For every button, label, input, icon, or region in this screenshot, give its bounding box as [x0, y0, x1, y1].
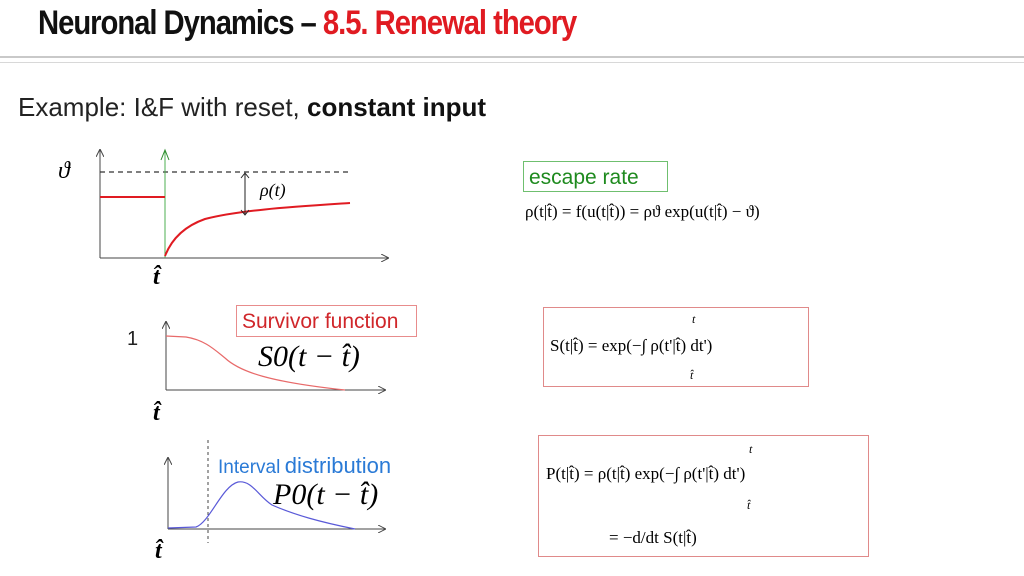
survivor-curve-label: S0(t − t̂) [258, 340, 360, 373]
survivor-formula-box [543, 307, 809, 387]
plot1-x-label: t̂ [153, 264, 160, 290]
example-emphasis: constant input [306, 92, 487, 122]
escape-rate-equation: ρ(t|t̂) = f(u(t|t̂)) = ρϑ exp(u(t|t̂) − ϑ) [525, 202, 760, 221]
interval-equation-line1: P(t|t̂) = ρ(t|t̂) exp(−∫ ρ(t'|t̂) dt') [546, 464, 746, 483]
example-prefix: Example: I&F with reset, [18, 92, 307, 122]
interval-equation-line2: = −d/dt S(t|t̂) [609, 528, 697, 547]
title-main: Neuronal Dynamics – [38, 4, 323, 42]
interval-upper-limit: t [749, 442, 753, 456]
escape-rate-label: escape rate [529, 166, 639, 189]
plot3-x-label: t̂ [155, 538, 162, 564]
plot1 [100, 150, 388, 258]
interval-distribution-label [218, 453, 391, 479]
interval-curve-label: P0(t − t̂) [273, 478, 379, 511]
survivor-lower-limit: t̂ [690, 368, 694, 382]
survivor-equation: S(t|t̂) = exp(−∫ ρ(t'|t̂) dt') [550, 336, 713, 355]
rho-label: ρ(t) [260, 180, 286, 200]
plot1-recovery-curve [165, 203, 350, 256]
title-section: 8.5. Renewal theory [322, 4, 577, 42]
interval-lower-limit: t̂ [747, 498, 751, 512]
survivor-upper-limit: t [692, 312, 696, 326]
survivor-function-label: Survivor function [242, 310, 399, 333]
survivor-function-box [236, 305, 417, 337]
interval-formula-box [538, 435, 869, 557]
escape-rate-box [523, 161, 668, 192]
distribution-word: distribution [284, 453, 392, 478]
plot2-y-tick: 1 [127, 328, 139, 350]
threshold-symbol: ϑ [58, 158, 70, 184]
interval-word: Interval [218, 457, 281, 478]
plot2-x-label: t̂ [153, 400, 160, 426]
